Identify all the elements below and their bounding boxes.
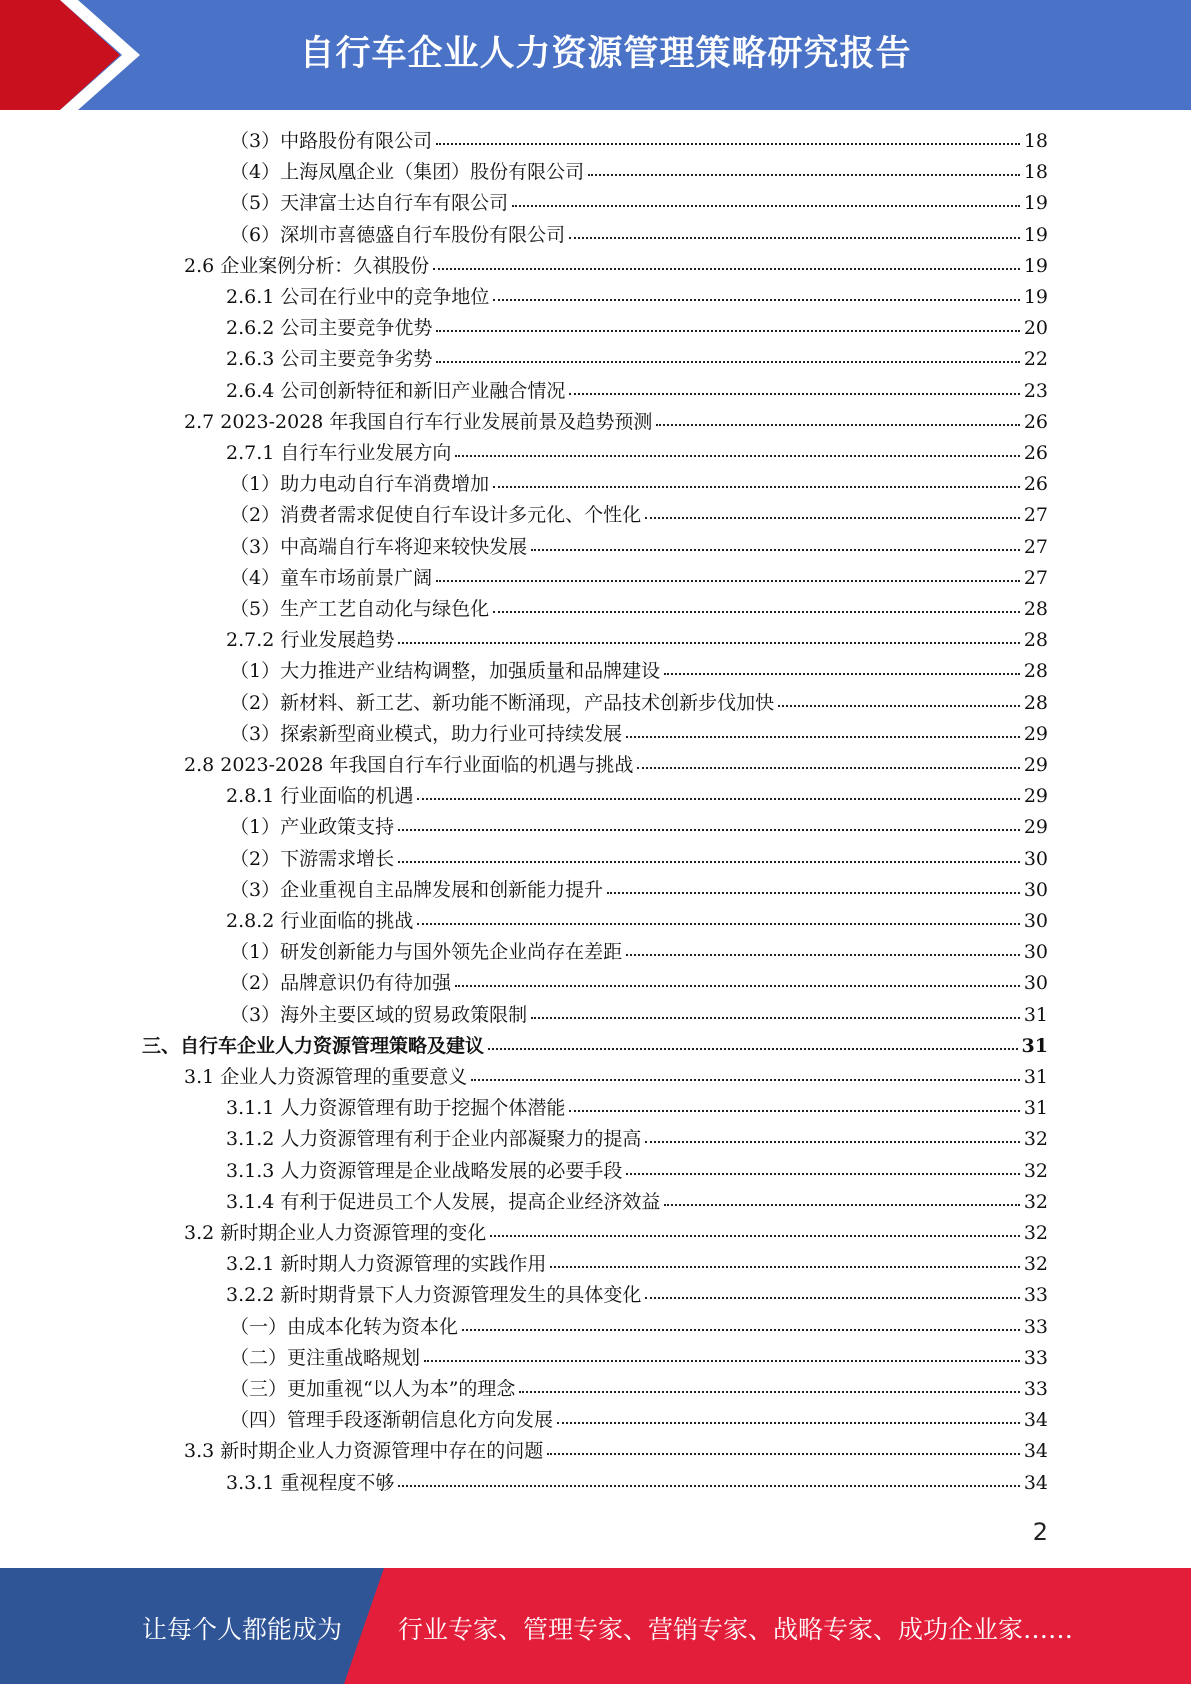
toc-leader-dots xyxy=(626,953,1020,956)
toc-entry[interactable] xyxy=(230,188,1048,219)
toc-entry-label: （3）探索新型商业模式，助力行业可持续发展 xyxy=(230,722,623,745)
toc-entry-label: （4）童车市场前景广阔 xyxy=(230,566,433,589)
toc-leader-dots xyxy=(519,1390,1019,1393)
toc-entry-label: （1）大力推进产业结构调整，加强质量和品牌建设 xyxy=(230,660,661,683)
toc-entry-label: 3.1.1 人力资源管理有助于挖掘个体潜能 xyxy=(226,1097,566,1120)
toc-entry[interactable] xyxy=(230,844,1048,875)
toc-entry[interactable] xyxy=(230,719,1048,750)
toc-leader-dots xyxy=(588,173,1020,176)
toc-entry-label: （1）研发创新能力与国外领先企业尚存在差距 xyxy=(230,941,623,964)
toc-leader-dots xyxy=(436,579,1020,582)
toc-entry-label: 2.6 企业案例分析：久祺股份 xyxy=(184,254,430,277)
toc-entry-page: 27 xyxy=(1023,566,1048,589)
toc-leader-dots xyxy=(607,891,1020,894)
toc-entry-label: 2.6.4 公司创新特征和新旧产业融合情况 xyxy=(226,379,566,402)
toc-entry-label: （5）生产工艺自动化与绿色化 xyxy=(230,598,490,620)
toc-entry-label: （1）产业政策支持 xyxy=(230,816,395,839)
toc-entry-page: 32 xyxy=(1023,1222,1048,1244)
toc-entry-page: 29 xyxy=(1023,722,1048,745)
toc-entry-page: 19 xyxy=(1023,192,1048,215)
toc-leader-dots xyxy=(531,548,1020,551)
toc-leader-dots xyxy=(778,704,1020,707)
toc-entry-label: （三）更加重视“以人为本”的理念 xyxy=(230,1378,516,1400)
toc-entry-page: 32 xyxy=(1023,1253,1048,1276)
toc-leader-dots xyxy=(436,360,1019,363)
toc-entry[interactable] xyxy=(230,1405,1048,1436)
toc-entry-label: 2.8.2 行业面临的挑战 xyxy=(226,910,414,932)
toc-leader-dots xyxy=(626,735,1020,738)
toc-entry[interactable] xyxy=(226,781,1048,812)
toc-entry-label: （2）品牌意识仍有待加强 xyxy=(230,972,452,995)
toc-entry-label: 2.6.2 公司主要竞争优势 xyxy=(226,317,433,340)
toc-entry[interactable] xyxy=(230,220,1048,251)
toc-entry-page: 30 xyxy=(1023,878,1048,901)
toc-entry-label: （6）深圳市喜德盛自行车股份有限公司 xyxy=(230,223,566,246)
toc-entry-label: （3）企业重视自主品牌发展和创新能力提升 xyxy=(230,878,604,901)
toc-leader-dots xyxy=(398,860,1020,863)
toc-leader-dots xyxy=(424,1359,1020,1362)
toc-entry-label: （2）下游需求增长 xyxy=(230,847,395,870)
toc-leader-dots xyxy=(433,267,1020,270)
toc-entry-page: 32 xyxy=(1023,1159,1048,1182)
toc-leader-dots xyxy=(664,672,1020,675)
toc-leader-dots xyxy=(455,454,1019,457)
toc-entry[interactable] xyxy=(184,750,1048,781)
footer-slogan-right: 行业专家、管理专家、营销专家、战略专家、成功企业家…… xyxy=(398,1615,1074,1644)
toc-entry-label: 2.8 2023-2028 年我国自行车行业面临的机遇与挑战 xyxy=(184,754,634,776)
toc-leader-dots xyxy=(512,204,1020,207)
toc-entry-label: 2.6.3 公司主要竞争劣势 xyxy=(226,348,433,371)
toc-entry-page: 31 xyxy=(1023,1066,1048,1088)
toc-entry-page: 34 xyxy=(1023,1440,1048,1463)
toc-entry-label: （3）中路股份有限公司 xyxy=(230,130,433,152)
toc-entry-page: 33 xyxy=(1023,1284,1048,1307)
toc-leader-dots xyxy=(398,641,1019,644)
toc-leader-dots xyxy=(626,1172,1019,1175)
toc-entry-page: 30 xyxy=(1023,972,1048,995)
toc-entry-page: 19 xyxy=(1023,254,1048,277)
toc-entry[interactable] xyxy=(230,532,1048,563)
toc-entry[interactable] xyxy=(184,407,1048,438)
toc-entry-label: 2.7 2023-2028 年我国自行车行业发展前景及趋势预测 xyxy=(184,410,653,433)
toc-entry-label: （一）由成本化转为资本化 xyxy=(230,1315,459,1338)
toc-entry-page: 34 xyxy=(1023,1471,1048,1494)
toc-entry-page: 18 xyxy=(1023,161,1048,184)
toc-entry[interactable] xyxy=(230,500,1048,531)
toc-entry[interactable] xyxy=(184,251,1048,282)
toc-leader-dots xyxy=(488,1047,1018,1050)
toc-entry[interactable] xyxy=(230,594,1048,625)
toc-leader-dots xyxy=(455,984,1020,987)
toc-entry-label: 2.7.2 行业发展趋势 xyxy=(226,629,395,652)
toc-entry[interactable] xyxy=(230,563,1048,594)
toc-entry[interactable] xyxy=(226,1249,1048,1280)
footer-banner xyxy=(0,1568,1191,1684)
toc-entry[interactable] xyxy=(226,1187,1048,1218)
toc-entry-label: 2.6.1 公司在行业中的竞争地位 xyxy=(226,286,490,308)
toc-leader-dots xyxy=(493,298,1019,301)
toc-leader-dots xyxy=(569,392,1019,395)
toc-entry-page: 31 xyxy=(1021,1034,1048,1057)
toc-entry-page: 33 xyxy=(1023,1378,1048,1400)
toc-entry[interactable] xyxy=(184,1218,1048,1249)
toc-entry[interactable] xyxy=(230,688,1048,719)
toc-entry-page: 31 xyxy=(1023,1003,1048,1026)
toc-entry-page: 28 xyxy=(1023,660,1048,683)
toc-leader-dots xyxy=(569,1109,1019,1112)
toc-entry-label: （2）消费者需求促使自行车设计多元化、个性化 xyxy=(230,504,642,527)
toc-leader-dots xyxy=(493,485,1020,488)
toc-entry[interactable] xyxy=(226,376,1048,407)
footer-slogan-left: 让每个人都能成为 xyxy=(142,1615,343,1644)
toc-entry-page: 20 xyxy=(1023,317,1048,340)
toc-entry-label: 3.2.2 新时期背景下人力资源管理发生的具体变化 xyxy=(226,1284,642,1307)
toc-entry-page: 26 xyxy=(1023,410,1048,433)
toc-entry-label: （1）助力电动自行车消费增加 xyxy=(230,473,490,496)
toc-entry-page: 23 xyxy=(1023,379,1048,402)
toc-leader-dots xyxy=(436,142,1020,145)
toc-entry[interactable] xyxy=(230,1312,1048,1343)
toc-entry[interactable] xyxy=(230,126,1048,157)
toc-entry-page: 18 xyxy=(1023,130,1048,152)
toc-entry-label: （2）新材料、新工艺、新功能不断涌现，产品技术创新步伐加快 xyxy=(230,691,775,714)
toc-entry-label: 三、自行车企业人力资源管理策略及建议 xyxy=(142,1034,485,1057)
toc-entry[interactable] xyxy=(226,1124,1048,1155)
toc-entry-page: 30 xyxy=(1023,941,1048,964)
toc-entry[interactable] xyxy=(226,906,1048,937)
toc-entry[interactable] xyxy=(230,469,1048,500)
toc-leader-dots xyxy=(398,1484,1019,1487)
toc-entry-page: 22 xyxy=(1023,348,1048,371)
toc-leader-dots xyxy=(436,329,1019,332)
toc-entry-label: 3.2.1 新时期人力资源管理的实践作用 xyxy=(226,1253,547,1276)
toc-entry-page: 32 xyxy=(1023,1190,1048,1213)
toc-entry[interactable] xyxy=(184,1436,1048,1467)
toc-entry[interactable] xyxy=(184,1062,1048,1093)
toc-leader-dots xyxy=(531,1016,1020,1019)
toc-entry[interactable] xyxy=(226,1468,1048,1499)
toc-leader-dots xyxy=(645,1296,1019,1299)
toc-entry-page: 26 xyxy=(1023,473,1048,496)
toc-entry-page: 29 xyxy=(1023,816,1048,839)
toc-leader-dots xyxy=(417,797,1019,800)
toc-leader-dots xyxy=(398,828,1020,831)
toc-entry-label: 2.7.1 自行车行业发展方向 xyxy=(226,442,452,464)
toc-entry-label: （四）管理手段逐渐朝信息化方向发展 xyxy=(230,1409,554,1432)
toc-leader-dots xyxy=(637,766,1019,769)
toc-leader-dots xyxy=(569,236,1020,239)
toc-entry[interactable] xyxy=(230,656,1048,687)
toc-leader-dots xyxy=(490,1234,1020,1237)
toc-entry-label: （3）海外主要区域的贸易政策限制 xyxy=(230,1003,528,1026)
toc-entry[interactable] xyxy=(226,282,1048,313)
toc-entry[interactable] xyxy=(230,1374,1048,1405)
toc-entry[interactable] xyxy=(230,1000,1048,1031)
toc-leader-dots xyxy=(417,922,1019,925)
toc-leader-dots xyxy=(664,1203,1019,1206)
toc-entry[interactable] xyxy=(226,1156,1048,1187)
toc-entry-label: 3.1.3 人力资源管理是企业战略发展的必要手段 xyxy=(226,1159,623,1182)
toc-leader-dots xyxy=(471,1078,1020,1081)
toc-entry[interactable] xyxy=(226,313,1048,344)
toc-leader-dots xyxy=(645,516,1020,519)
toc-entry-label: 3.3 新时期企业人力资源管理中存在的问题 xyxy=(184,1440,544,1463)
header-banner xyxy=(0,0,1191,110)
toc-entry[interactable] xyxy=(230,1343,1048,1374)
toc-entry[interactable] xyxy=(230,812,1048,843)
toc-leader-dots xyxy=(550,1265,1019,1268)
toc-entry[interactable] xyxy=(230,968,1048,999)
toc-leader-dots xyxy=(645,1140,1019,1143)
toc-entry-page: 30 xyxy=(1023,910,1048,932)
toc-entry-label: 3.2 新时期企业人力资源管理的变化 xyxy=(184,1222,487,1244)
toc-leader-dots xyxy=(462,1328,1020,1331)
toc-leader-dots xyxy=(557,1421,1020,1424)
toc-entry[interactable] xyxy=(226,438,1048,469)
toc-entry-page: 28 xyxy=(1023,598,1048,620)
toc-entry[interactable] xyxy=(226,344,1048,375)
toc-entry-page: 29 xyxy=(1023,754,1048,776)
toc-leader-dots xyxy=(547,1452,1020,1455)
toc-entry-label: 3.3.1 重视程度不够 xyxy=(226,1471,395,1494)
toc-entry-label: 2.8.1 行业面临的机遇 xyxy=(226,785,414,808)
toc-entry-page: 27 xyxy=(1023,535,1048,558)
toc-entry-label: 3.1.2 人力资源管理有利于企业内部凝聚力的提高 xyxy=(226,1128,642,1151)
toc-entry[interactable] xyxy=(226,1093,1048,1124)
toc-entry-page: 30 xyxy=(1023,847,1048,870)
toc-entry-label: 3.1 企业人力资源管理的重要意义 xyxy=(184,1066,468,1088)
toc-leader-dots xyxy=(656,423,1019,426)
toc-entry-page: 29 xyxy=(1023,785,1048,808)
toc-leader-dots xyxy=(493,610,1020,613)
toc-entry-page: 26 xyxy=(1023,442,1048,464)
toc-entry-page: 28 xyxy=(1023,691,1048,714)
toc-entry-page: 19 xyxy=(1023,223,1048,246)
toc-entry-page: 33 xyxy=(1023,1315,1048,1338)
toc-entry[interactable] xyxy=(230,875,1048,906)
toc-entry-page: 19 xyxy=(1023,286,1048,308)
toc-entry[interactable] xyxy=(142,1031,1048,1062)
toc-entry-label: （3）中高端自行车将迎来较快发展 xyxy=(230,535,528,558)
toc-entry[interactable] xyxy=(226,1280,1048,1311)
toc-entry-page: 33 xyxy=(1023,1346,1048,1369)
document-title: 自行车企业人力资源管理策略研究报告 xyxy=(299,34,912,74)
toc-entry-label: （5）天津富士达自行车有限公司 xyxy=(230,192,509,215)
page-number: 2 xyxy=(1032,1518,1048,1546)
toc-entry[interactable] xyxy=(230,937,1048,968)
toc-entry-label: （二）更注重战略规划 xyxy=(230,1346,421,1369)
toc-entry-page: 28 xyxy=(1023,629,1048,652)
toc-entry[interactable] xyxy=(230,157,1048,188)
toc-entry-page: 32 xyxy=(1023,1128,1048,1151)
toc-entry-label: （4）上海凤凰企业（集团）股份有限公司 xyxy=(230,161,585,184)
toc-entry-page: 31 xyxy=(1023,1097,1048,1120)
toc-entry-page: 34 xyxy=(1023,1409,1048,1432)
toc-entry[interactable] xyxy=(226,625,1048,656)
toc-entry-page: 27 xyxy=(1023,504,1048,527)
toc-entry-label: 3.1.4 有利于促进员工个人发展，提高企业经济效益 xyxy=(226,1190,661,1213)
